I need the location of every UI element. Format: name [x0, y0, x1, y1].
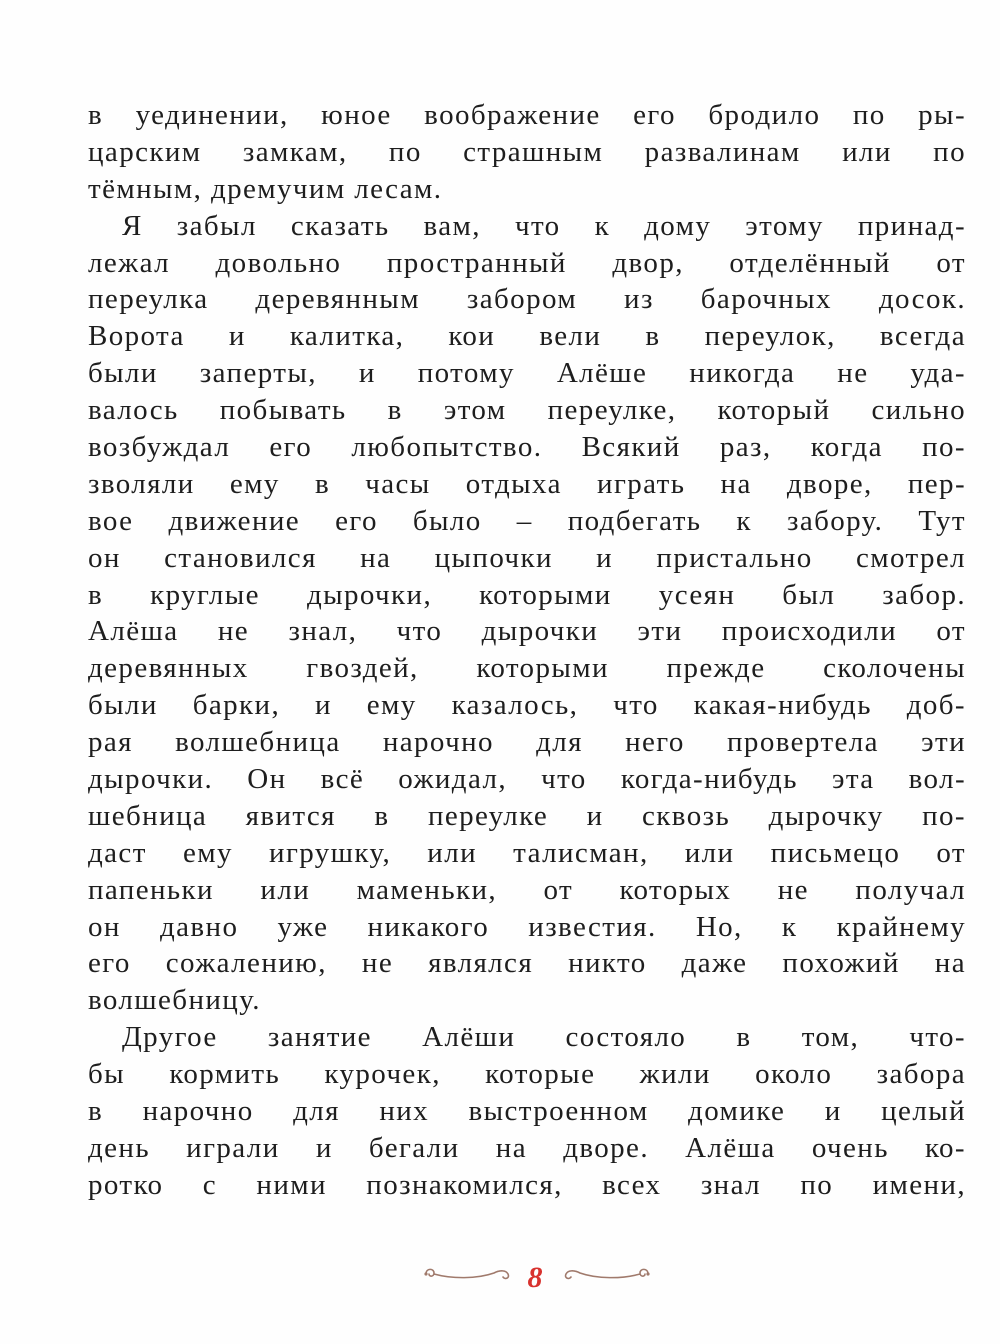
- text-line: царским замкам, по страшным развалинам или по: [88, 135, 966, 168]
- text-line: он становился на цыпочки и пристально смотрел: [88, 541, 966, 574]
- text-line: в круглые дырочки, которыми усеян был забор.: [88, 578, 966, 611]
- text-line: рая волшебница нарочно для него провертела эти: [88, 726, 966, 759]
- text-line: деревянных гвоздей, которыми прежде сколочены: [88, 652, 966, 685]
- text-line: Алёша не знал, что дырочки эти происходили от: [88, 615, 966, 648]
- text-line: в нарочно для них выстроенном домике и целый: [88, 1095, 966, 1128]
- page-number: 8: [527, 1261, 543, 1294]
- text-line: день играли и бегали на дворе. Алёша очень ко-: [88, 1131, 966, 1164]
- text-line: Другое занятие Алёши состояло в том, что-: [122, 1021, 966, 1054]
- page-footer: [0, 1258, 1000, 1302]
- text-line: вое движение его было – подбегать к забору. Тут: [88, 504, 966, 537]
- text-line: были заперты, и потому Алёше никогда не уда-: [88, 357, 966, 390]
- text-line: в уединении, юное воображение его бродило по ры-: [88, 99, 966, 131]
- text-line: зволяли ему в часы отдыха играть на дворе, пер-: [88, 467, 966, 500]
- right-flourish-icon: [560, 1262, 652, 1288]
- text-line: его сожалению, не являлся никто даже похожий на: [88, 947, 966, 980]
- text-line: возбуждал его любопытство. Всякий раз, когда по-: [88, 431, 966, 464]
- text-line: папеньки или маменьки, от которых не получал: [88, 873, 966, 906]
- text-line: были барки, и ему казалось, что какая-нибудь доб-: [88, 689, 966, 722]
- text-line: он давно уже никакого известия. Но, к крайнему: [88, 910, 966, 943]
- text-line: тёмным, дремучим лесам.: [88, 172, 443, 205]
- text-line: шебница явится в переулке и сквозь дырочку по-: [88, 799, 966, 832]
- text-line: дырочки. Он всё ожидал, что когда-нибудь эта вол-: [88, 763, 966, 796]
- text-line: Я забыл сказать вам, что к дому этому принад-: [122, 209, 966, 242]
- text-line: волшебницу.: [88, 984, 261, 1017]
- text-line: лежал довольно пространный двор, отделённый от: [88, 246, 966, 279]
- text-line: переулка деревянным забором из барочных досок.: [88, 283, 966, 316]
- text-line: бы кормить курочек, которые жили около забора: [88, 1058, 966, 1091]
- text-line: Ворота и калитка, кои вели в переулок, всегда: [88, 320, 966, 353]
- body-text: [88, 97, 966, 1204]
- text-line: даст ему игрушку, или талисман, или письмецо от: [88, 836, 966, 869]
- text-line: валось побывать в этом переулке, который сильно: [88, 394, 966, 427]
- text-line: ротко с ними познакомился, всех знал по имени,: [88, 1168, 966, 1201]
